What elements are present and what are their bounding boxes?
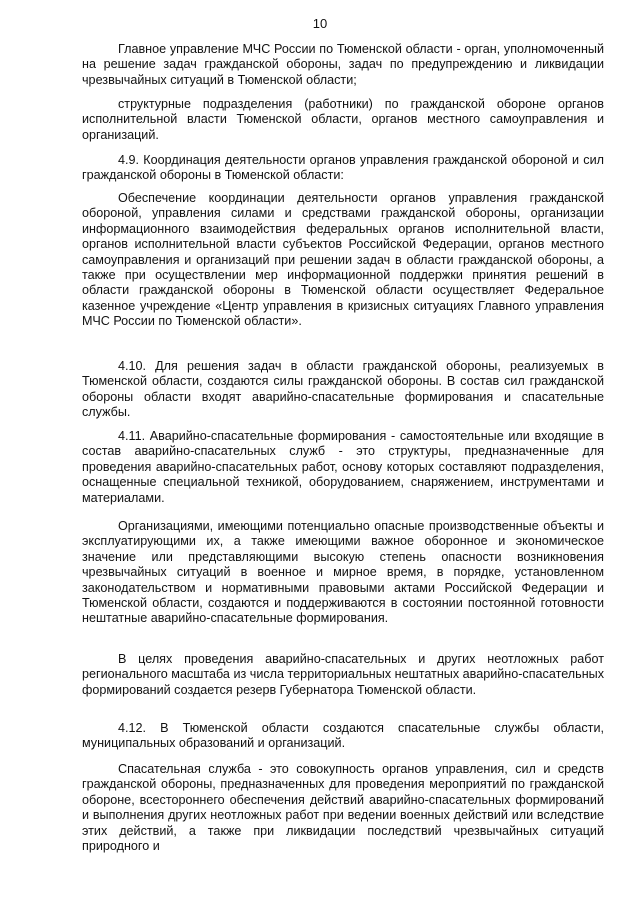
paragraph-section-4-11: 4.11. Аварийно-спасательные формирования - самостоятельные или входящие в состав аварийно-спасательных служб - это структуры, предназначенные для проведения аварийно-спасательных работ, основу которых составляют подразделения, оснащенные специальной техникой, оборудованием, снаряжением, инструментами и материалами. (82, 429, 604, 505)
paragraph-governor-reserve: В целях проведения аварийно-спасательных и других неотложных работ регионального масштаба из числа территориальных нештатных аварийно-спасательных формирований создается резерв Губернатора Тюменской области. (82, 652, 604, 697)
paragraph-main-directorate: Главное управление МЧС России по Тюменской области - орган, уполномоченный на решение задач гражданской обороны, задач по предупреждению и ликвидации чрезвычайных ситуаций в Тюменской области; (82, 42, 604, 87)
paragraph-section-4-12: 4.12. В Тюменской области создаются спасательные службы области, муниципальных образований и организаций. (82, 721, 604, 751)
page-number: 10 (312, 16, 328, 31)
paragraph-section-4-9: 4.9. Координация деятельности органов управления гражданской обороной и сил гражданской обороны в Тюменской области: (82, 153, 604, 183)
paragraph-coordination: Обеспечение координации деятельности органов управления гражданской обороной, управления силами и средствами гражданской обороны, организации информационного взаимодействия федеральных органов исполнительной власти, органов исполнительной власти субъектов Российской Федерации, органов местного самоуправления и организаций при решении задач в области гражданской обороны, а также при осуществлении мер информационной поддержки принятия решений в области гражданской обороны в Тюменской области осуществляет Федеральное казенное учреждение «Центр управления в кризисных ситуациях Главного управления МЧС России по Тюменской области». (82, 191, 604, 329)
paragraph-section-4-10: 4.10. Для решения задач в области гражданской обороны, реализуемых в Тюменской области, создаются силы гражданской обороны. В состав сил гражданской обороны области входят аварийно-спасательные формирования и спасательные службы. (82, 359, 604, 420)
paragraph-structural-units: структурные подразделения (работники) по гражданской обороне органов исполнительной власти Тюменской области, органов местного самоуправления и организаций. (82, 97, 604, 142)
paragraph-rescue-service: Спасательная служба - это совокупность органов управления, сил и средств гражданской обороны, предназначенных для проведения мероприятий по гражданской обороне, всестороннего обеспечения действий аварийно-спасательных формирований и выполнения других неотложных работ при ведении военных действий или вследствие этих действий, а также при ликвидации последствий чрезвычайных ситуаций природного и (82, 762, 604, 854)
paragraph-organizations: Организациями, имеющими потенциально опасные производственные объекты и эксплуатирующими их, а также имеющими важное оборонное и экономическое значение или представляющими высокую степень опасности возникновения чрезвычайных ситуаций в военное и мирное время, в порядке, установленном законодательством и нормативными правовыми актами Российской Федерации и Тюменской области, создаются и поддерживаются в состоянии постоянной готовности нештатные аварийно-спасательные формирования. (82, 519, 604, 626)
